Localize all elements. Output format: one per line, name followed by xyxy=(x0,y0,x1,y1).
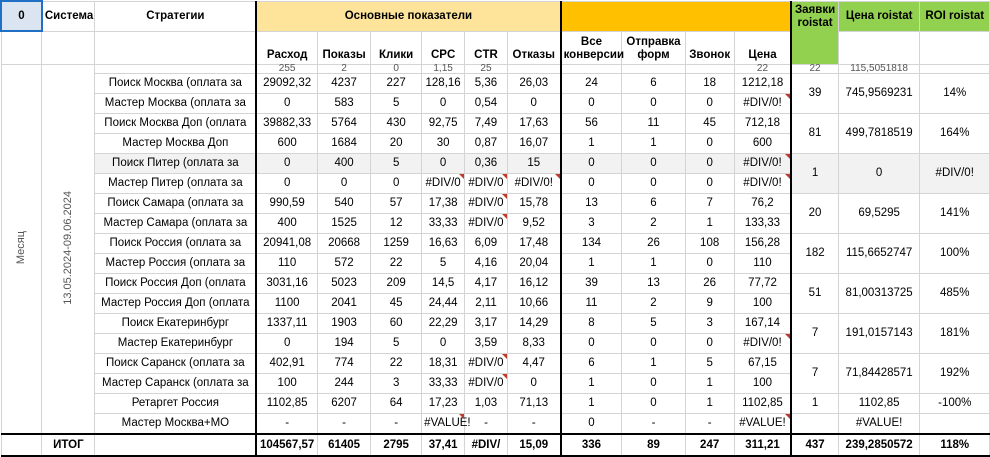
total-row xyxy=(1,434,990,456)
partial-cell[interactable]: 255 xyxy=(256,65,317,74)
header-price-blank[interactable] xyxy=(838,31,920,65)
partial-roi[interactable] xyxy=(920,65,990,74)
partial-cell[interactable]: 1,15 xyxy=(422,65,465,74)
data-cell[interactable]: 17,63 xyxy=(507,114,560,134)
data-cell[interactable]: #VALUE! xyxy=(734,414,791,435)
roistat-price[interactable]: 191,0157143 xyxy=(838,314,920,354)
data-cell[interactable]: 4,47 xyxy=(507,354,560,374)
data-cell[interactable]: 67,15 xyxy=(734,354,791,374)
data-cell[interactable]: #DIV/0 xyxy=(465,354,508,374)
data-cell[interactable]: 5023 xyxy=(318,274,371,294)
table-row xyxy=(1,234,990,254)
data-cell[interactable]: 39882,33 xyxy=(256,114,317,134)
data-cell[interactable]: 0,54 xyxy=(465,94,508,114)
roistat-price[interactable]: 69,5295 xyxy=(838,194,920,234)
data-cell[interactable]: #DIV/0 xyxy=(465,174,508,194)
data-cell[interactable]: #DIV/0! xyxy=(734,174,791,194)
partial-price[interactable]: 115,5051818 xyxy=(838,65,920,74)
data-cell[interactable]: 20668 xyxy=(318,234,371,254)
data-cell[interactable]: 1684 xyxy=(318,134,371,154)
data-cell[interactable]: 1102,85 xyxy=(734,394,791,414)
data-cell[interactable]: 0 xyxy=(561,334,622,354)
header-strategies[interactable]: Стратегии xyxy=(95,1,256,31)
strategy-name[interactable]: Мастер Москва (оплата за xyxy=(95,94,256,114)
roistat-zayavki[interactable]: 182 xyxy=(791,234,838,274)
month-label: Месяц xyxy=(15,231,28,265)
header-row-1 xyxy=(1,1,990,31)
header-blank-b[interactable] xyxy=(42,31,95,65)
data-cell[interactable]: - xyxy=(507,414,560,435)
roistat-price[interactable]: 81,00313725 xyxy=(838,274,920,314)
roistat-price[interactable]: 0 xyxy=(838,154,920,194)
month-label-cell[interactable] xyxy=(1,65,42,435)
roistat-price[interactable]: 1102,85 xyxy=(838,394,920,414)
data-cell[interactable]: 0 xyxy=(256,334,317,354)
data-cell[interactable]: 0 xyxy=(256,94,317,114)
data-cell[interactable]: 0 xyxy=(622,154,685,174)
data-cell[interactable]: 76,2 xyxy=(734,194,791,214)
data-cell[interactable]: 26 xyxy=(685,274,734,294)
data-cell[interactable]: 100 xyxy=(734,294,791,314)
data-cell[interactable]: 134 xyxy=(561,234,622,254)
data-cell[interactable]: 5 xyxy=(685,354,734,374)
roistat-zayavki[interactable]: 1 xyxy=(791,394,838,414)
data-cell[interactable]: 30 xyxy=(422,134,465,154)
data-cell[interactable]: 194 xyxy=(318,334,371,354)
data-cell[interactable]: 100 xyxy=(734,374,791,394)
data-cell[interactable]: 0 xyxy=(422,154,465,174)
roistat-zayavki[interactable]: 7 xyxy=(791,314,838,354)
data-cell[interactable]: 11 xyxy=(622,114,685,134)
strategy-name[interactable]: Поиск Самара (оплата за xyxy=(95,194,256,214)
data-cell[interactable]: 2 xyxy=(622,214,685,234)
data-cell[interactable]: 0,87 xyxy=(465,134,508,154)
data-cell[interactable]: 18,31 xyxy=(422,354,465,374)
data-cell[interactable]: 167,14 xyxy=(734,314,791,334)
total-cell[interactable]: 61405 xyxy=(318,434,371,456)
data-cell[interactable]: 3031,16 xyxy=(256,274,317,294)
data-cell[interactable]: 5 xyxy=(371,154,422,174)
header-col-ctr[interactable]: CTR xyxy=(465,31,508,65)
data-cell[interactable]: 64 xyxy=(371,394,422,414)
strategy-name[interactable]: Поиск Россия Доп (оплата xyxy=(95,274,256,294)
data-cell[interactable]: 244 xyxy=(318,374,371,394)
data-cell[interactable]: - xyxy=(465,414,508,435)
roistat-price[interactable]: 71,84428571 xyxy=(838,354,920,394)
header-col-otpravka-form[interactable]: Отправка форм xyxy=(622,31,685,65)
strategy-name[interactable]: Поиск Россия (оплата за xyxy=(95,234,256,254)
data-cell[interactable]: 18 xyxy=(685,74,734,94)
total-cell[interactable]: 336 xyxy=(561,434,622,456)
data-cell[interactable]: 3 xyxy=(685,314,734,334)
roistat-zayavki[interactable]: 81 xyxy=(791,114,838,154)
data-cell[interactable]: 15,78 xyxy=(507,194,560,214)
data-cell[interactable]: 4,16 xyxy=(465,254,508,274)
data-cell[interactable]: 110 xyxy=(734,254,791,274)
data-cell[interactable]: 22,29 xyxy=(422,314,465,334)
data-cell[interactable]: 128,16 xyxy=(422,74,465,94)
header-col-cena[interactable]: Цена xyxy=(734,31,791,65)
total-blank-a[interactable] xyxy=(1,434,42,456)
partial-cell[interactable] xyxy=(685,65,734,74)
data-cell[interactable]: 1 xyxy=(622,134,685,154)
roistat-roi[interactable]: 14% xyxy=(920,74,990,114)
total-cell[interactable]: 89 xyxy=(622,434,685,456)
data-cell[interactable]: 8 xyxy=(561,314,622,334)
data-cell[interactable]: 22 xyxy=(371,354,422,374)
data-cell[interactable]: 1 xyxy=(685,394,734,414)
data-cell[interactable]: 7 xyxy=(685,194,734,214)
data-cell[interactable]: 3 xyxy=(561,214,622,234)
header-roi-blank[interactable] xyxy=(920,31,990,65)
data-cell[interactable]: 1 xyxy=(561,374,622,394)
roistat-roi[interactable]: 181% xyxy=(920,314,990,354)
data-cell[interactable]: - xyxy=(318,414,371,435)
data-cell[interactable]: 92,75 xyxy=(422,114,465,134)
data-cell[interactable]: 33,33 xyxy=(422,374,465,394)
roistat-roi[interactable]: 100% xyxy=(920,234,990,274)
header-col-zvonok[interactable]: Звонок xyxy=(685,31,734,65)
roistat-price[interactable]: 115,6652747 xyxy=(838,234,920,274)
roistat-price[interactable]: #VALUE! xyxy=(838,414,920,435)
total-cell[interactable]: 104567,57 xyxy=(256,434,317,456)
data-cell[interactable]: 20941,08 xyxy=(256,234,317,254)
data-cell[interactable]: - xyxy=(622,414,685,435)
data-cell[interactable]: 57 xyxy=(371,194,422,214)
data-cell[interactable]: 9 xyxy=(685,294,734,314)
header-col-cpc[interactable]: CPC xyxy=(422,31,465,65)
total-roi[interactable]: 118% xyxy=(920,434,990,456)
header-col-kliki[interactable]: Клики xyxy=(371,31,422,65)
data-cell[interactable]: #DIV/0 xyxy=(465,214,508,234)
data-cell[interactable]: 0,36 xyxy=(465,154,508,174)
data-cell[interactable]: 13 xyxy=(622,274,685,294)
data-cell[interactable]: 0 xyxy=(561,174,622,194)
roistat-roi[interactable]: 164% xyxy=(920,114,990,154)
partial-cell[interactable] xyxy=(622,65,685,74)
roistat-zayavki[interactable]: 1 xyxy=(791,154,838,194)
data-cell[interactable]: 5,36 xyxy=(465,74,508,94)
strategy-name[interactable]: Мастер Россия (оплата за xyxy=(95,254,256,274)
data-cell[interactable]: 400 xyxy=(256,214,317,234)
partial-cell[interactable]: 2 xyxy=(318,65,371,74)
roistat-zayavki[interactable]: 20 xyxy=(791,194,838,234)
data-cell[interactable]: - xyxy=(256,414,317,435)
table-row xyxy=(1,154,990,174)
data-cell[interactable]: 600 xyxy=(734,134,791,154)
data-cell[interactable]: 402,91 xyxy=(256,354,317,374)
data-cell[interactable]: 10,66 xyxy=(507,294,560,314)
total-cell[interactable]: 2795 xyxy=(371,434,422,456)
strategy-name[interactable]: Мастер Самара (оплата за xyxy=(95,214,256,234)
data-cell[interactable]: 12 xyxy=(371,214,422,234)
partial-cell[interactable]: 25 xyxy=(465,65,508,74)
total-cell[interactable]: 247 xyxy=(685,434,734,456)
total-cell[interactable]: #DIV/ xyxy=(465,434,508,456)
data-cell[interactable]: 5764 xyxy=(318,114,371,134)
roistat-roi[interactable] xyxy=(920,414,990,435)
data-cell[interactable]: 2041 xyxy=(318,294,371,314)
data-cell[interactable]: 9,52 xyxy=(507,214,560,234)
roistat-roi[interactable]: 141% xyxy=(920,194,990,234)
data-cell[interactable]: 45 xyxy=(371,294,422,314)
data-cell[interactable]: #DIV/0 xyxy=(465,374,508,394)
data-cell[interactable]: 227 xyxy=(371,74,422,94)
data-cell[interactable]: 24 xyxy=(561,74,622,94)
strategy-name[interactable]: Поиск Москва Доп (оплата xyxy=(95,114,256,134)
strategy-name[interactable]: Поиск Москва (оплата за xyxy=(95,74,256,94)
partial-strategy[interactable] xyxy=(95,65,256,74)
data-cell[interactable]: 774 xyxy=(318,354,371,374)
data-cell[interactable]: 0 xyxy=(685,254,734,274)
data-cell[interactable]: 5 xyxy=(371,94,422,114)
data-cell[interactable]: 1525 xyxy=(318,214,371,234)
data-cell[interactable]: 29092,32 xyxy=(256,74,317,94)
strategy-name[interactable]: Мастер Москва+МО xyxy=(95,414,256,435)
data-cell[interactable]: #VALUE! xyxy=(422,414,465,435)
roistat-zayavki[interactable]: 7 xyxy=(791,354,838,394)
data-cell[interactable]: 0 xyxy=(371,174,422,194)
strategy-name[interactable]: Поиск Саранск (оплата за xyxy=(95,354,256,374)
data-cell[interactable]: 3,59 xyxy=(465,334,508,354)
data-cell[interactable]: 1100 xyxy=(256,294,317,314)
table-row xyxy=(1,74,990,94)
data-cell[interactable]: 1 xyxy=(561,394,622,414)
table-row xyxy=(1,394,990,414)
roistat-roi[interactable]: 485% xyxy=(920,274,990,314)
roistat-roi[interactable]: 192% xyxy=(920,354,990,394)
data-cell[interactable]: 45 xyxy=(685,114,734,134)
data-cell[interactable]: 0 xyxy=(256,174,317,194)
data-cell[interactable]: 1903 xyxy=(318,314,371,334)
strategy-name[interactable]: Мастер Питер (оплата за xyxy=(95,174,256,194)
data-cell[interactable]: 572 xyxy=(318,254,371,274)
cell-ref[interactable]: 0 xyxy=(1,1,42,31)
data-cell[interactable]: 108 xyxy=(685,234,734,254)
strategy-name[interactable]: Мастер Екатеринбург xyxy=(95,334,256,354)
data-cell[interactable]: #DIV/0! xyxy=(734,154,791,174)
header-blank-c[interactable] xyxy=(95,31,256,65)
data-cell[interactable]: 0 xyxy=(685,134,734,154)
data-cell[interactable]: 0 xyxy=(318,174,371,194)
data-cell[interactable]: 600 xyxy=(256,134,317,154)
data-cell[interactable]: 77,72 xyxy=(734,274,791,294)
partial-cell[interactable] xyxy=(561,65,622,74)
roistat-zayavki[interactable]: 39 xyxy=(791,74,838,114)
data-cell[interactable]: 0 xyxy=(622,94,685,114)
data-cell[interactable]: 712,18 xyxy=(734,114,791,134)
data-cell[interactable]: #DIV/0! xyxy=(507,174,560,194)
data-cell[interactable]: 209 xyxy=(371,274,422,294)
data-cell[interactable]: 17,23 xyxy=(422,394,465,414)
total-zayavki[interactable]: 437 xyxy=(791,434,838,456)
data-cell[interactable]: 2,11 xyxy=(465,294,508,314)
data-cell[interactable]: 22 xyxy=(371,254,422,274)
data-cell[interactable]: 5 xyxy=(422,254,465,274)
strategy-name[interactable]: Поиск Питер (оплата за xyxy=(95,154,256,174)
data-cell[interactable]: 430 xyxy=(371,114,422,134)
data-cell[interactable]: 133,33 xyxy=(734,214,791,234)
data-cell[interactable]: 16,63 xyxy=(422,234,465,254)
table-row xyxy=(1,274,990,294)
table-row xyxy=(1,194,990,214)
data-cell[interactable]: 0 xyxy=(685,174,734,194)
data-cell[interactable]: - xyxy=(371,414,422,435)
data-cell[interactable]: 0 xyxy=(507,374,560,394)
data-cell[interactable]: 0 xyxy=(561,154,622,174)
data-cell[interactable]: 26 xyxy=(622,234,685,254)
roistat-price[interactable]: 499,7818519 xyxy=(838,114,920,154)
total-cell[interactable]: 15,09 xyxy=(507,434,560,456)
header-conversions-group[interactable] xyxy=(561,1,792,31)
data-cell[interactable]: #DIV/0! xyxy=(734,94,791,114)
header-col-pokazy[interactable]: Показы xyxy=(318,31,371,65)
data-cell[interactable]: #DIV/0 xyxy=(422,174,465,194)
data-cell[interactable]: 7,49 xyxy=(465,114,508,134)
data-cell[interactable]: 6 xyxy=(622,194,685,214)
data-cell[interactable]: 2 xyxy=(622,294,685,314)
data-cell[interactable]: 13 xyxy=(561,194,622,214)
data-cell[interactable]: 1259 xyxy=(371,234,422,254)
data-cell[interactable]: 11 xyxy=(561,294,622,314)
data-cell[interactable]: 1 xyxy=(622,254,685,274)
header-row-2 xyxy=(1,31,990,65)
data-cell[interactable]: 14,29 xyxy=(507,314,560,334)
data-cell[interactable]: 1 xyxy=(561,254,622,274)
data-cell[interactable]: 8,33 xyxy=(507,334,560,354)
data-cell[interactable]: 16,12 xyxy=(507,274,560,294)
data-cell[interactable]: 0 xyxy=(561,94,622,114)
data-cell[interactable]: 0 xyxy=(422,94,465,114)
data-cell[interactable]: 0 xyxy=(622,394,685,414)
data-cell[interactable]: 1102,85 xyxy=(256,394,317,414)
table-row xyxy=(1,414,990,435)
partial-cell[interactable]: 0 xyxy=(371,65,422,74)
data-cell[interactable]: 1,03 xyxy=(465,394,508,414)
data-cell[interactable]: 0 xyxy=(685,334,734,354)
partial-cell[interactable]: 22 xyxy=(734,65,791,74)
header-system[interactable]: Система xyxy=(42,1,95,31)
header-main-indicators[interactable]: Основные показатели xyxy=(256,1,560,31)
data-cell[interactable]: 1 xyxy=(685,214,734,234)
strategy-name[interactable]: Мастер Россия Доп (оплата xyxy=(95,294,256,314)
data-cell[interactable]: 20 xyxy=(371,134,422,154)
data-cell[interactable]: #DIV/0 xyxy=(465,194,508,214)
data-cell[interactable]: 5 xyxy=(622,314,685,334)
period-cell[interactable] xyxy=(42,65,95,435)
partial-cell[interactable] xyxy=(507,65,560,74)
strategy-name[interactable]: Мастер Саранск (оплата за xyxy=(95,374,256,394)
data-cell[interactable]: 6207 xyxy=(318,394,371,414)
data-cell[interactable]: - xyxy=(685,414,734,435)
header-zayavki[interactable]: Заявки roistat xyxy=(791,1,838,65)
data-cell[interactable]: 14,5 xyxy=(422,274,465,294)
total-cell[interactable]: 37,41 xyxy=(422,434,465,456)
data-cell[interactable]: 60 xyxy=(371,314,422,334)
total-label[interactable]: ИТОГ xyxy=(42,434,95,456)
header-col-otkazy[interactable]: Отказы xyxy=(507,31,560,65)
data-cell[interactable]: 0 xyxy=(622,334,685,354)
data-cell[interactable]: 17,38 xyxy=(422,194,465,214)
table-row xyxy=(1,114,990,134)
data-cell[interactable]: 6,09 xyxy=(465,234,508,254)
header-col-vse-konversii[interactable]: Все конверсии xyxy=(561,31,622,65)
table-row xyxy=(1,314,990,334)
data-cell[interactable]: 24,44 xyxy=(422,294,465,314)
data-cell[interactable]: 990,59 xyxy=(256,194,317,214)
data-cell[interactable]: 5 xyxy=(371,334,422,354)
total-blank-b[interactable] xyxy=(95,434,256,456)
roistat-zayavki[interactable]: 51 xyxy=(791,274,838,314)
data-cell[interactable]: 0 xyxy=(622,374,685,394)
data-cell[interactable]: 26,03 xyxy=(507,74,560,94)
data-cell[interactable]: 0 xyxy=(422,334,465,354)
data-cell[interactable]: 1212,18 xyxy=(734,74,791,94)
strategy-name[interactable]: Поиск Екатеринбург xyxy=(95,314,256,334)
strategy-name[interactable]: Мастер Москва Доп xyxy=(95,134,256,154)
data-cell[interactable]: 15 xyxy=(507,154,560,174)
data-cell[interactable]: 4,17 xyxy=(465,274,508,294)
data-cell[interactable]: 110 xyxy=(256,254,317,274)
data-cell[interactable]: 4237 xyxy=(318,74,371,94)
header-price-roistat[interactable]: Цена roistat xyxy=(838,1,920,31)
data-cell[interactable]: 3,17 xyxy=(465,314,508,334)
data-cell[interactable]: 71,13 xyxy=(507,394,560,414)
data-cell[interactable]: 33,33 xyxy=(422,214,465,234)
period-label: 13.05.2024-09.06.2024 xyxy=(62,191,75,305)
roistat-roi[interactable]: -100% xyxy=(920,394,990,414)
data-cell[interactable]: 56 xyxy=(561,114,622,134)
data-cell[interactable]: 1 xyxy=(561,134,622,154)
data-cell[interactable]: #DIV/0! xyxy=(734,334,791,354)
data-cell[interactable]: 400 xyxy=(318,154,371,174)
data-cell[interactable]: 1337,11 xyxy=(256,314,317,334)
data-cell[interactable]: 0 xyxy=(256,154,317,174)
data-cell[interactable]: 156,28 xyxy=(734,234,791,254)
partial-row xyxy=(1,65,990,74)
data-cell[interactable]: 0 xyxy=(685,94,734,114)
roistat-price[interactable]: 745,9569231 xyxy=(838,74,920,114)
data-cell[interactable]: 20,04 xyxy=(507,254,560,274)
data-cell[interactable]: 16,07 xyxy=(507,134,560,154)
data-cell[interactable]: 0 xyxy=(685,154,734,174)
header-blank-a[interactable] xyxy=(1,31,42,65)
total-cell[interactable]: 311,21 xyxy=(734,434,791,456)
header-col-rashod[interactable]: Расход xyxy=(256,31,317,65)
total-price[interactable]: 239,2850572 xyxy=(838,434,920,456)
data-cell[interactable]: 17,48 xyxy=(507,234,560,254)
roistat-roi[interactable]: #DIV/0! xyxy=(920,154,990,194)
data-cell[interactable]: 100 xyxy=(256,374,317,394)
data-cell[interactable]: 0 xyxy=(507,94,560,114)
data-cell[interactable]: 6 xyxy=(622,74,685,94)
roistat-zayavki[interactable] xyxy=(791,414,838,435)
data-cell[interactable]: 540 xyxy=(318,194,371,214)
data-cell[interactable]: 39 xyxy=(561,274,622,294)
data-cell[interactable]: 3 xyxy=(371,374,422,394)
partial-zayavki[interactable]: 22 xyxy=(791,65,838,74)
data-cell[interactable]: 0 xyxy=(622,174,685,194)
data-cell[interactable]: 1 xyxy=(685,374,734,394)
table-row xyxy=(1,354,990,374)
data-cell[interactable]: 0 xyxy=(561,414,622,435)
data-cell[interactable]: 583 xyxy=(318,94,371,114)
strategy-name[interactable]: Ретаргет Россия xyxy=(95,394,256,414)
header-roi-roistat[interactable]: ROI roistat xyxy=(920,1,990,31)
data-cell[interactable]: 1 xyxy=(622,354,685,374)
data-cell[interactable]: 6 xyxy=(561,354,622,374)
